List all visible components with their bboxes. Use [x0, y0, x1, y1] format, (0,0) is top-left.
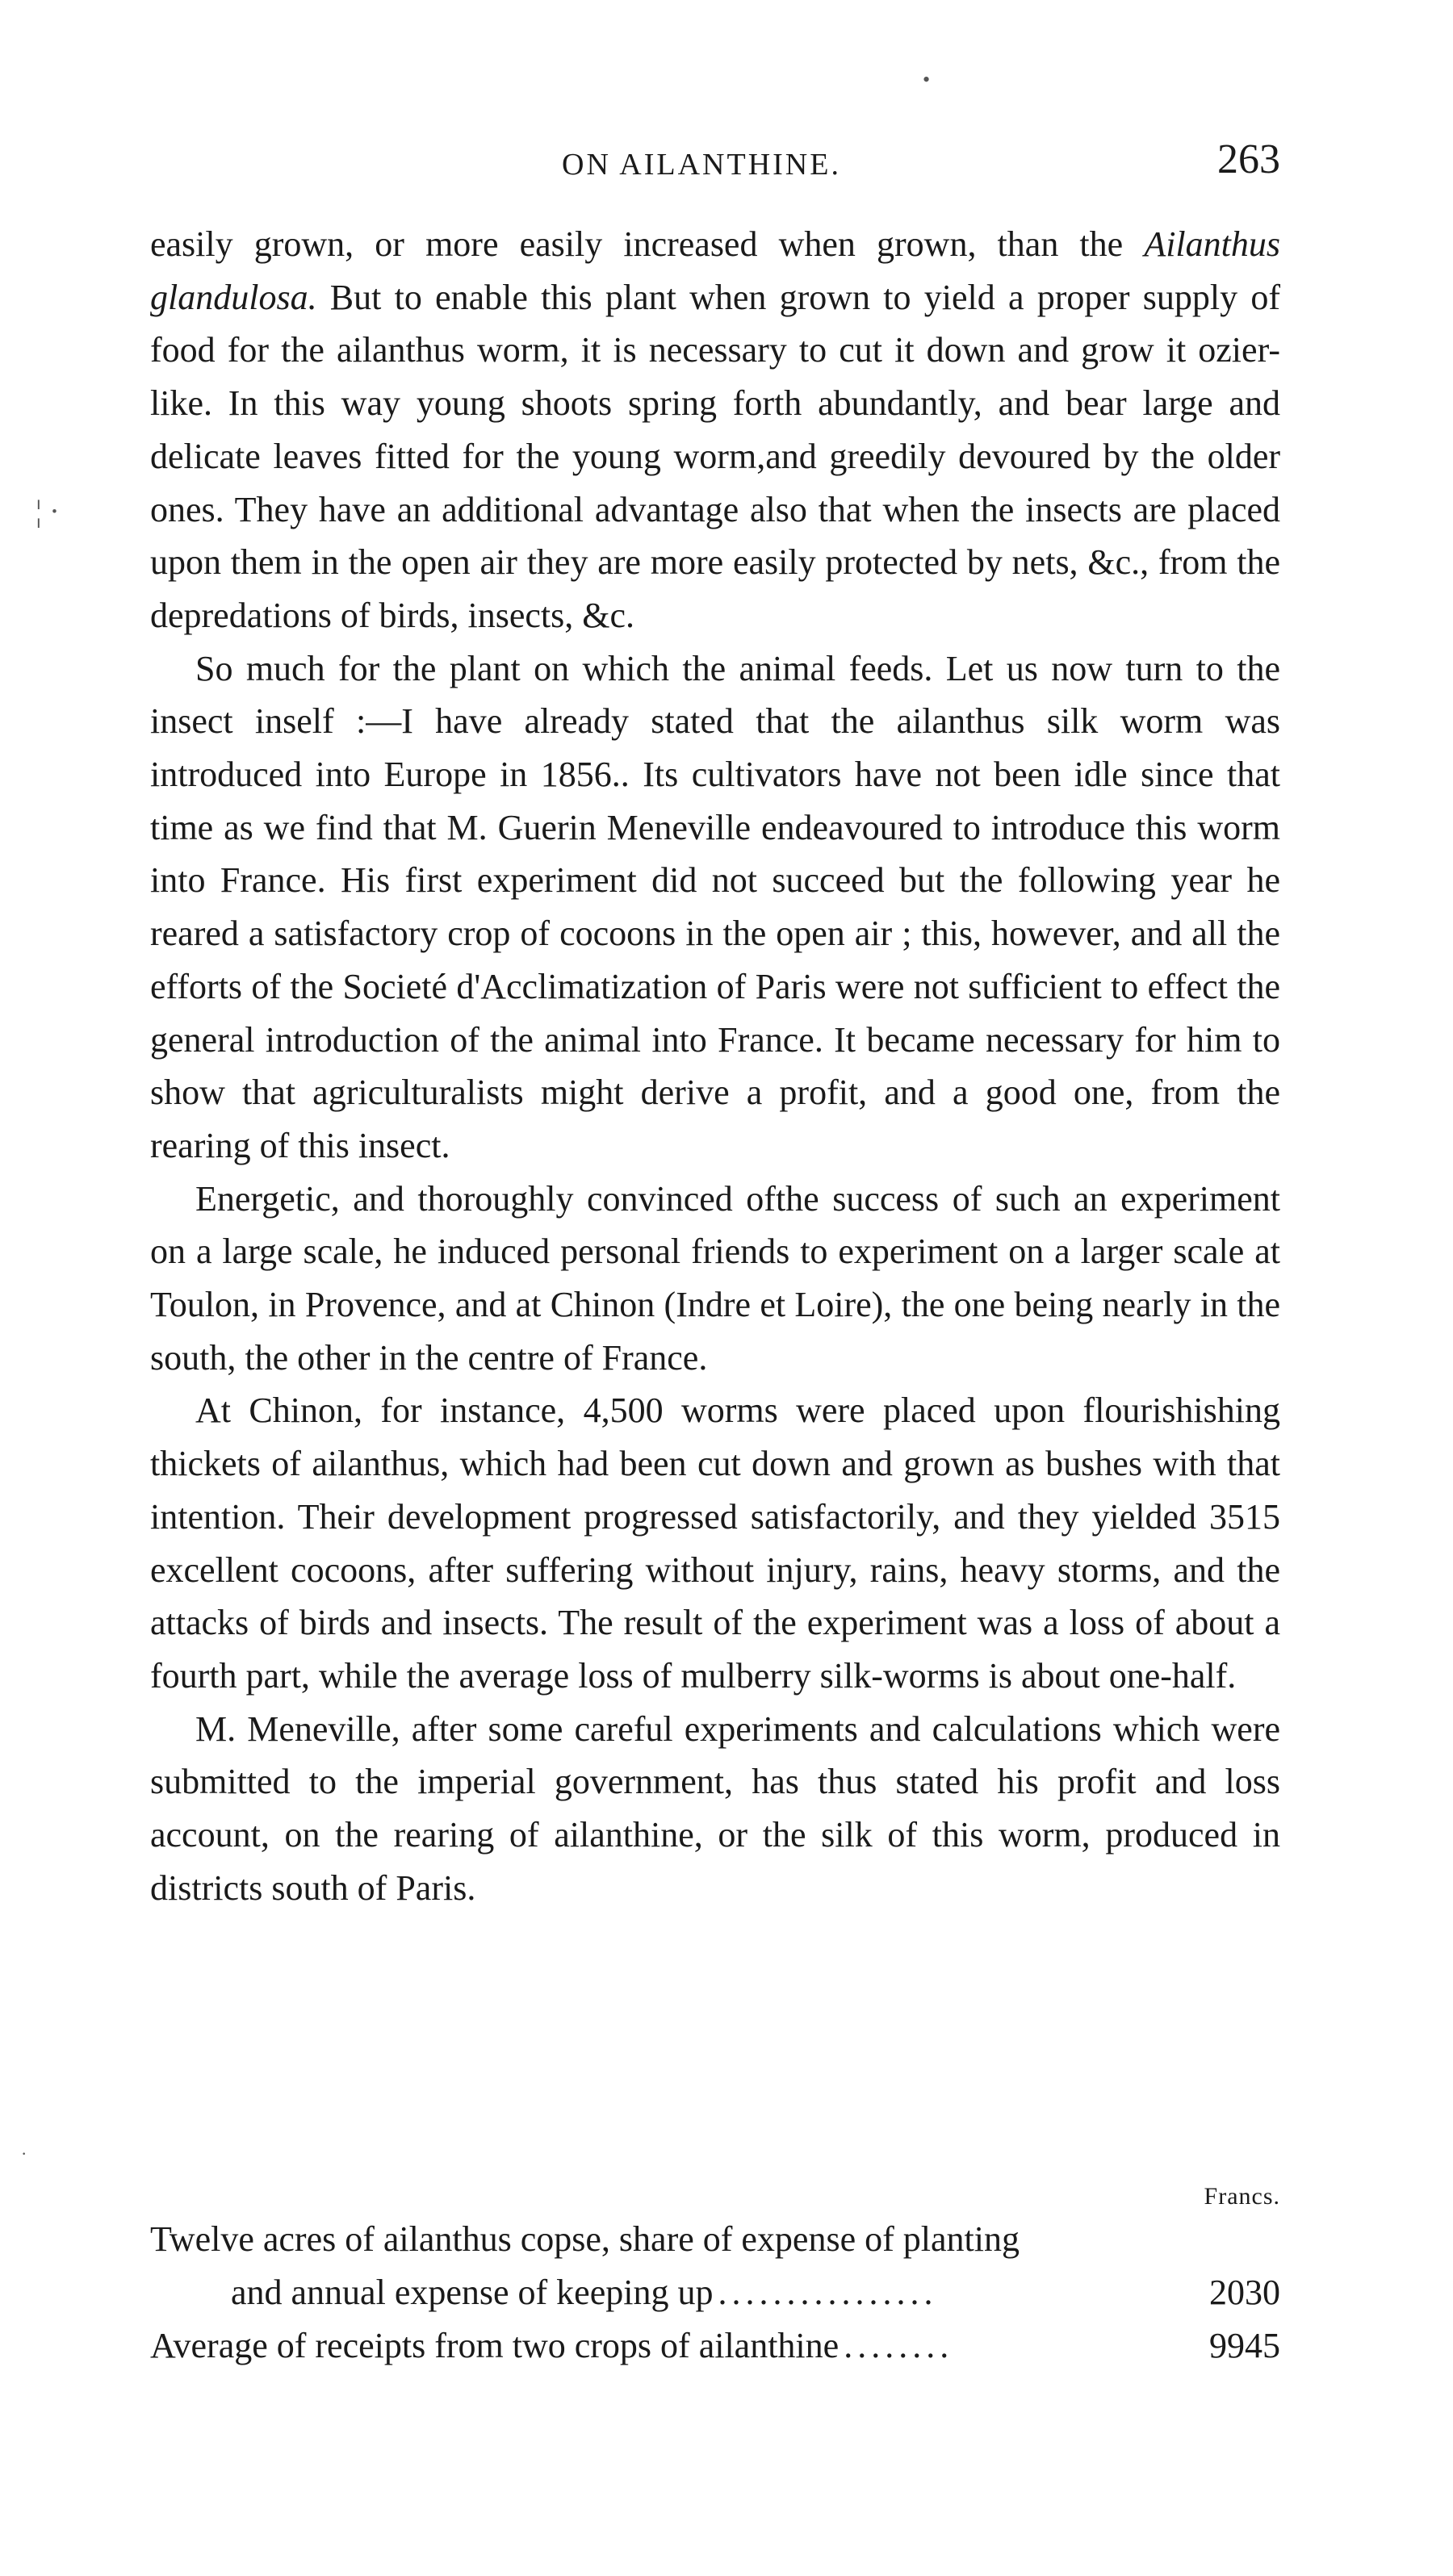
paragraph — [150, 1173, 1280, 1385]
running-title: ON AILANTHINE. — [562, 148, 841, 182]
margin-mark: ¦ · — [36, 495, 60, 529]
print-speck: • — [923, 68, 931, 91]
page-header — [150, 136, 1280, 192]
ledger-amount: 2030 — [1209, 2273, 1280, 2312]
text-run: But to enable this plant when grown to yield a proper supply of food for the ailanthus worm, it is necessary to cut it down and grow it ozier-like. In this way young shoots spring forth abundantly, and bear large and delicate leaves fitted for the young worm,and greedily devoured by the older ones. They have an additional advantage also that when the insects are placed upon them in the open air they are more easily protected by nets, &c., from the depredations of birds, insects, &c. — [150, 277, 1280, 635]
text-run: M. Meneville, after some careful experiments and calculations which were submitted to the imperial government, has thus stated his profit and loss account, on the rearing of ailanthine, or the silk of this worm, produced in districts south of Paris. — [150, 1708, 1280, 1908]
profit-loss-account — [150, 2181, 1280, 2373]
ledger-row-expense-continued — [150, 2266, 1280, 2319]
italic-term: Ailanthus glandulosa. — [150, 224, 1280, 317]
paragraph — [150, 642, 1280, 1173]
page-number: 263 — [1217, 136, 1280, 182]
ledger-row-label: Average of receipts from two crops of ailanthine — [150, 2326, 840, 2365]
paragraph — [150, 1384, 1280, 1702]
ledger-row-receipts — [150, 2319, 1280, 2373]
ledger-amount: 9945 — [1209, 2326, 1280, 2365]
ledger-row-label: and annual expense of keeping up — [231, 2273, 714, 2312]
paragraph — [150, 1703, 1280, 1915]
leader-dots: ................ — [718, 2273, 938, 2312]
print-speck: · — [21, 2143, 27, 2164]
ledger-row-label: Twelve acres of ailanthus copse, share of expense of planting — [150, 2219, 1020, 2259]
text-run: easily grown, or more easily increased when grown, than the — [150, 224, 1145, 264]
leader-dots: ........ — [844, 2326, 954, 2365]
body-text — [150, 218, 1280, 1915]
text-run: So much for the plant on which the animal feeds. Let us now turn to the insect inself :—I have already stated that the ailanthus silk worm was introduced into Europe in 1856.. Its cultivators have not been idle since that time as we find that M. Guerin Meneville endeavoured to introduce this worm into France. His first experiment did not succeed but the following year he reared a satisfactory crop of cocoons in the open air ; this, however, and all the efforts of the Societé d'Acclimatization of Paris were not sufficient to effect the general introduction of the animal into France. It became necessary for him to show that agriculturalists might derive a profit, and a good one, from the rearing of this insect. — [150, 648, 1280, 1165]
text-run: Energetic, and thoroughly convinced ofthe success of such an experiment on a large scale, he induced personal friends to experiment on a larger scale at Toulon, in Provence, and at Chinon (Indre et Loire), the one being nearly in the south, the other in the centre of France. — [150, 1178, 1280, 1378]
currency-unit-label: Francs. — [1204, 2183, 1280, 2210]
ledger-row-expense — [150, 2213, 1280, 2266]
paragraph — [150, 218, 1280, 642]
text-run: At Chinon, for instance, 4,500 worms were placed upon flourishishing thickets of ailanthus, which had been cut down and grown as bushes with that intention. Their development progressed satisfactorily, and they yielded 3515 excellent cocoons, after suffering without injury, rains, heavy storms, and the attacks of birds and insects. The result of the experiment was a loss of about a fourth part, while the average loss of mulberry silk-worms is about one-half. — [150, 1390, 1280, 1696]
